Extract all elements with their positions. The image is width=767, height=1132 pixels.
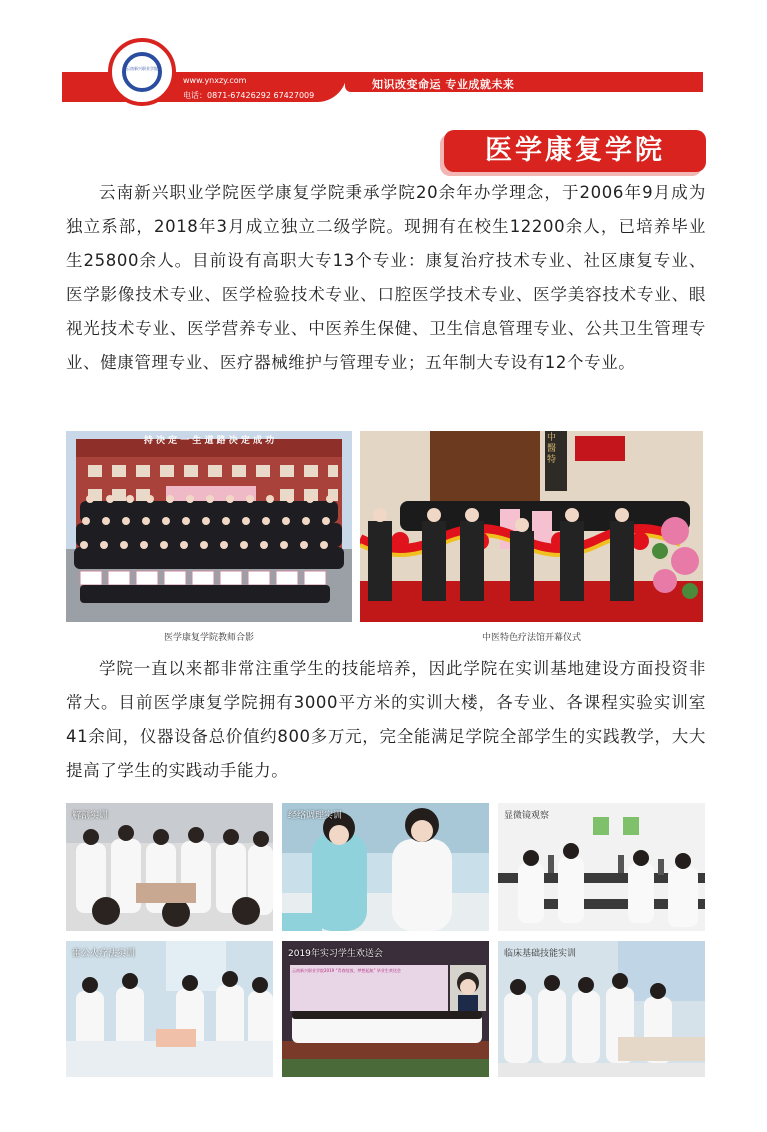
logo-ring: [122, 52, 162, 92]
phone-number: 电话：0871-67426292 67427009: [183, 91, 315, 100]
intro-paragraph: 云南新兴职业学院医学康复学院秉承学院20余年办学理念，于2006年9月成为独立系部，2018年3月成立独立二级学院。现拥有在校生12200余人，已培养毕业生25800余人。目前设有高职大专13个专业：康复治疗技术专业、社区康复专业、医学影像技术专业、医学检验技术专业、口腔医学技术专业、医学美容技术专业、眼视光技术专业、医学营养专业、中医养生保健、卫生信息管理专业、公共卫生管理专业、健康管理专业、医疗器械维护与管理专业；五年制大专设有12个专业。: [66, 183, 706, 372]
photo-internship-farewell: [282, 941, 489, 1077]
label-internship-farewell: 2019年实习学生欢送会: [288, 949, 383, 959]
photo-microscope-observation: [498, 803, 705, 931]
photo-teachers-group: [66, 431, 352, 622]
page-title: 医学康复学院: [485, 135, 665, 166]
label-leigong-fire-therapy: 雷公火疗法实训: [72, 949, 136, 959]
photo-opening-ceremony: [360, 431, 703, 622]
caption-opening-ceremony: 中医特色疗法馆开幕仪式: [481, 633, 581, 643]
training-paragraph: 学院一直以来都非常注重学生的技能培养，因此学院在实训基地建设方面投资非常大。目前医学康复学院拥有3000平方米的实训大楼，各专业、各课程实验实训室41余间，仪器设备总价值约800多万元，完全能满足学院全部学生的实践教学，大大提高了学生的实践动手能力。: [66, 659, 706, 780]
slogan: 知识改变命运 专业成就未来: [372, 78, 515, 91]
school-logo-icon: [108, 38, 176, 106]
logo-text: 云南新兴职业学院: [126, 66, 158, 71]
school-building-banner: 持 决 定 一 生 道 路 决 定 成 功: [143, 436, 275, 446]
label-clinical-skills: 临床基础技能实训: [504, 949, 577, 959]
farewell-banner: 云南新兴职业学院2019 “青春绽放，梦想起航” 毕业生欢送会: [292, 968, 401, 973]
label-meridian-training: 经络调理实训: [288, 811, 343, 821]
photo-meridian-training: [282, 803, 489, 931]
photo-anatomy-training: [66, 803, 273, 931]
website-url[interactable]: www.ynxzy.com: [183, 76, 247, 85]
caption-teachers-group: 医学康复学院教师合影: [163, 633, 254, 643]
label-microscope-observation: 显微镜观察: [504, 811, 550, 821]
photo-leigong-fire-therapy: [66, 941, 273, 1077]
label-anatomy-training: 解剖实训: [72, 811, 109, 821]
photo-clinical-skills: [498, 941, 705, 1077]
hall-sign: 中醫特: [547, 433, 557, 465]
